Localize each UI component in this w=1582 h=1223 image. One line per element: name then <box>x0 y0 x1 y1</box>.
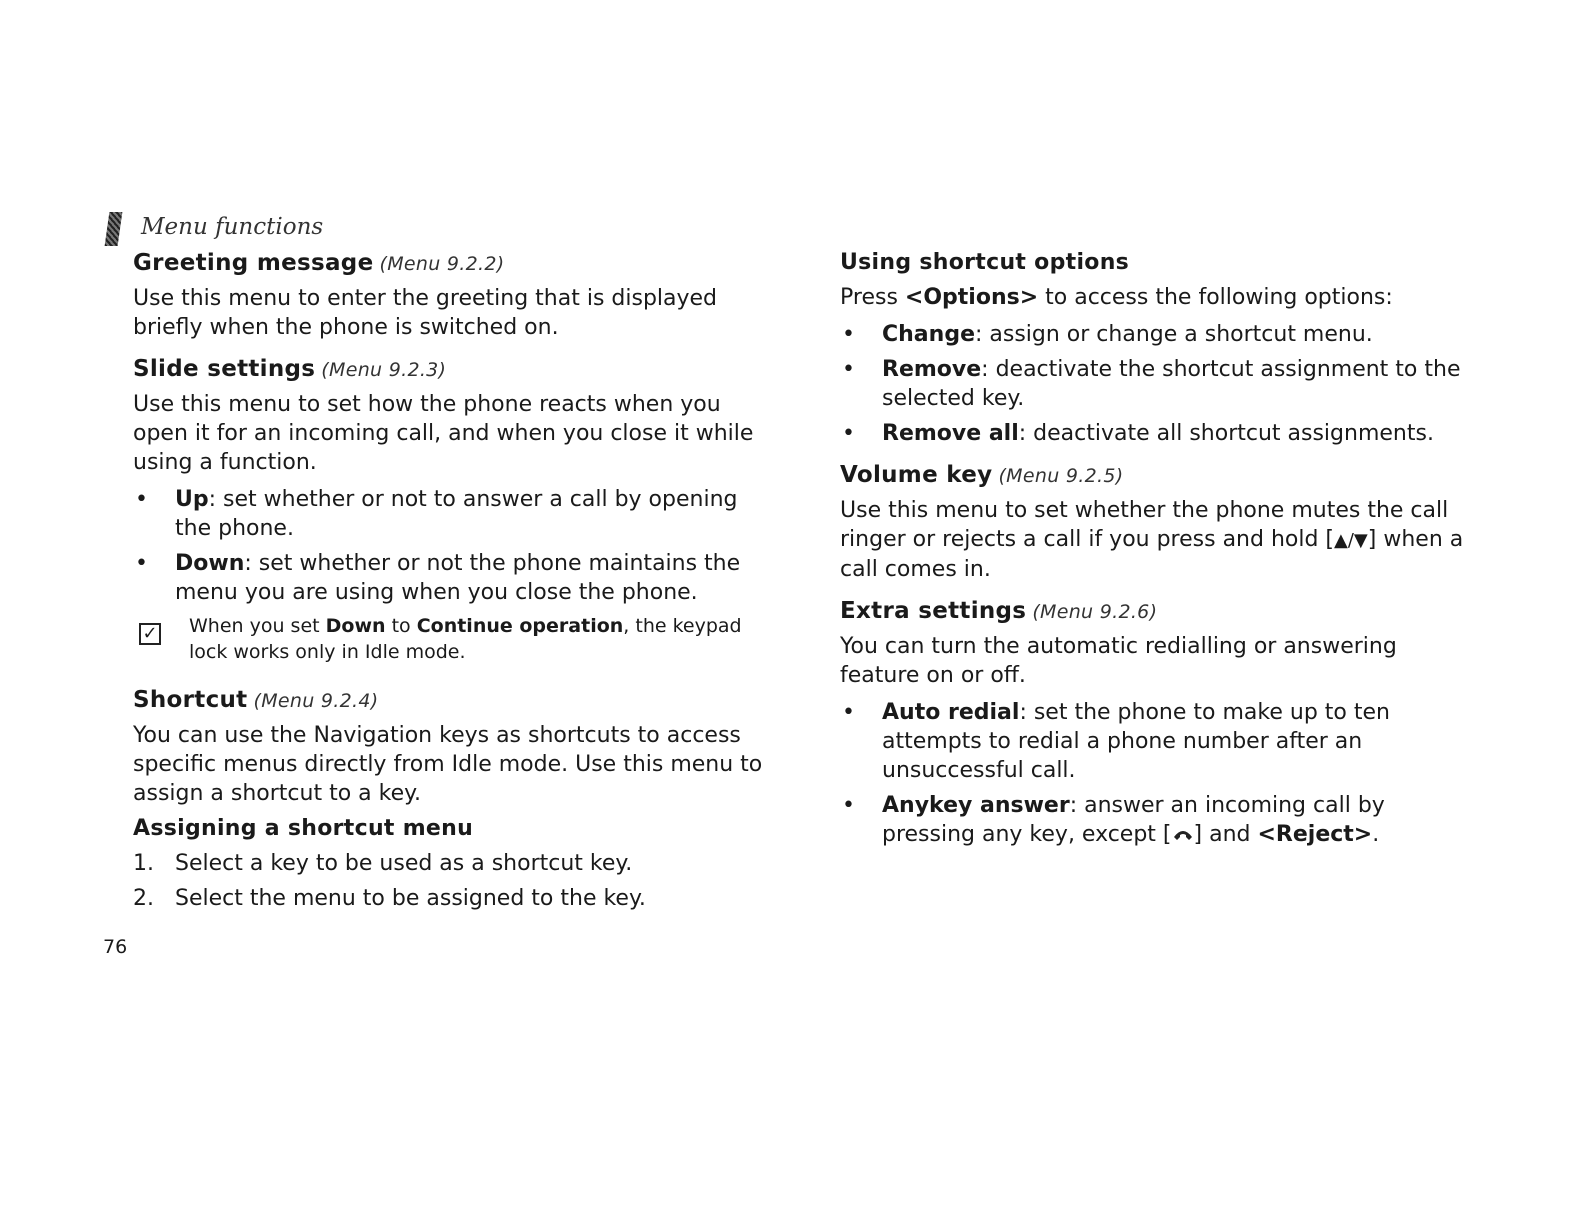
volume-title: Volume key <box>840 462 993 488</box>
left-column <box>133 250 778 919</box>
bullet-icon: • <box>135 487 148 512</box>
slide-menu-ref: (Menu 9.2.3) <box>321 359 447 381</box>
item-label: Remove all <box>882 421 1019 446</box>
note-bold: Continue operation <box>416 615 624 637</box>
slide-options-list <box>133 485 778 607</box>
page-number: 76 <box>103 936 128 958</box>
intro-text: to access the following options: <box>1038 285 1393 310</box>
extra-title: Extra settings <box>840 598 1027 624</box>
step-number: 1. <box>133 851 154 876</box>
extra-heading <box>840 598 1480 624</box>
item-label: Remove <box>882 357 982 382</box>
options-key-label: <Options> <box>904 285 1039 310</box>
greeting-heading <box>133 250 778 276</box>
list-item <box>840 355 1480 413</box>
list-item <box>840 791 1480 849</box>
step-number: 2. <box>133 886 154 911</box>
right-column <box>840 250 1480 855</box>
assign-heading: Assigning a shortcut menu <box>133 816 474 841</box>
list-item <box>840 320 1480 349</box>
shortcut-menu-ref: (Menu 9.2.4) <box>253 690 379 712</box>
header-title: Menu functions <box>141 214 324 240</box>
options-heading: Using shortcut options <box>840 250 1130 275</box>
item-text: : set whether or not to answer a call by opening the phone. <box>175 487 738 541</box>
shortcut-heading <box>133 687 778 713</box>
list-item <box>840 698 1480 785</box>
bullet-icon: • <box>842 793 855 818</box>
checkbox-note-icon: ✓ <box>139 623 161 645</box>
volume-text <box>840 496 1480 584</box>
item-text: : set the phone to make up to ten attempts to redial a phone number after an unsuccessful call. <box>882 700 1390 783</box>
shortcut-options-list <box>840 320 1480 448</box>
note <box>133 613 778 665</box>
item-label: Anykey answer <box>882 793 1070 818</box>
item-text: ] and <box>1193 822 1258 847</box>
bullet-icon: • <box>842 700 855 725</box>
end-call-icon <box>1172 827 1194 843</box>
header-bar-graphic <box>105 212 123 246</box>
note-bold: Down <box>325 615 386 637</box>
greeting-title: Greeting message <box>133 250 374 276</box>
reject-key-label: <Reject> <box>1257 822 1373 847</box>
volume-menu-ref: (Menu 9.2.5) <box>998 465 1124 487</box>
list-item <box>133 549 778 607</box>
item-text: : answer an incoming call by pressing any key, except [ <box>882 793 1385 847</box>
note-text: When you set <box>189 615 326 637</box>
item-text: : set whether or not the phone maintains the menu you are using when you close the phone. <box>175 551 741 605</box>
bullet-icon: • <box>135 551 148 576</box>
volume-keys-icon: ▲/▼ <box>1334 530 1368 551</box>
step-text: Select a key to be used as a shortcut key. <box>175 851 633 876</box>
intro-text: Press <box>840 285 905 310</box>
note-text: , the keypad lock works only in Idle mode. <box>189 615 742 663</box>
list-item <box>840 419 1480 448</box>
slide-heading <box>133 356 778 382</box>
assign-steps-list <box>133 849 778 913</box>
options-intro <box>840 283 1480 312</box>
item-label: Up <box>175 487 209 512</box>
extra-menu-ref: (Menu 9.2.6) <box>1032 601 1158 623</box>
list-item <box>133 485 778 543</box>
item-text: . <box>1372 822 1380 847</box>
item-text: : deactivate all shortcut assignments. <box>1018 421 1434 446</box>
item-label: Auto redial <box>882 700 1020 725</box>
slide-title: Slide settings <box>133 356 316 382</box>
bullet-icon: • <box>842 421 855 446</box>
shortcut-title: Shortcut <box>133 687 248 713</box>
greeting-text: Use this menu to enter the greeting that is displayed briefly when the phone is switched on. <box>133 286 718 340</box>
bullet-icon: • <box>842 322 855 347</box>
item-label: Down <box>175 551 245 576</box>
shortcut-text: You can use the Navigation keys as shortcuts to access specific menus directly from Idle mode. Use this menu to assign a shortcut to a key. <box>133 723 763 806</box>
list-item <box>133 849 778 878</box>
item-label: Change <box>882 322 975 347</box>
note-text: to <box>385 615 417 637</box>
item-text: : deactivate the shortcut assignment to the selected key. <box>882 357 1461 411</box>
bullet-icon: • <box>842 357 855 382</box>
extra-text: You can turn the automatic redialling or answering feature on or off. <box>840 634 1397 688</box>
volume-text-part: Use this menu to set whether the phone mutes the call ringer or rejects a call if you press and hold [ <box>840 498 1449 552</box>
slide-text: Use this menu to set how the phone reacts when you open it for an incoming call, and when you close it while using a function. <box>133 392 754 475</box>
greeting-menu-ref: (Menu 9.2.2) <box>379 253 505 275</box>
volume-text-part: ] when a call comes in. <box>840 527 1464 582</box>
step-text: Select the menu to be assigned to the key. <box>175 886 646 911</box>
item-text: : assign or change a shortcut menu. <box>974 322 1373 347</box>
extra-options-list <box>840 698 1480 849</box>
list-item <box>133 884 778 913</box>
volume-heading <box>840 462 1480 488</box>
